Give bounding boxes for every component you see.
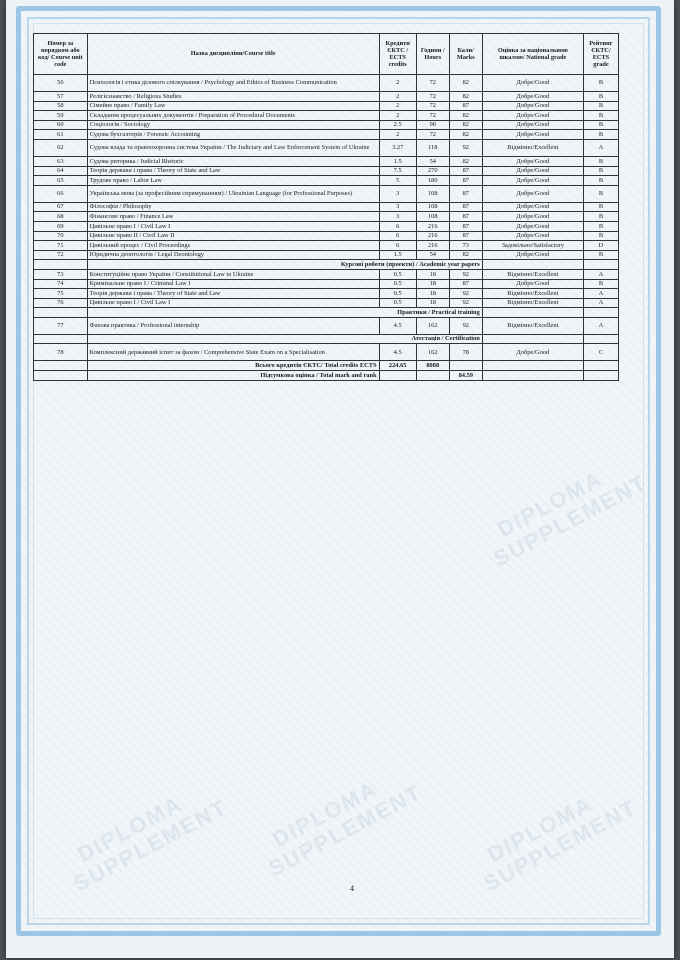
course-credits: 2.5 xyxy=(379,120,416,130)
course-ects-grade: A xyxy=(583,298,618,308)
course-national-grade: Добре/Good xyxy=(482,156,583,166)
course-hours: 72 xyxy=(416,111,449,121)
course-credits: 3 xyxy=(379,202,416,212)
course-marks: 87 xyxy=(449,101,482,111)
grades-table xyxy=(33,33,619,381)
course-title: Сімейне право / Family Law xyxy=(87,101,379,111)
course-code: 64 xyxy=(34,166,88,176)
watermark: DIPLOMA SUPPLEMENT xyxy=(479,790,642,897)
course-code: 72 xyxy=(34,250,88,260)
course-marks: 87 xyxy=(449,202,482,212)
course-credits: 4.5 xyxy=(379,317,416,334)
course-row xyxy=(34,344,619,361)
course-ects-grade: A xyxy=(583,289,618,299)
total-credits-row xyxy=(34,361,619,371)
course-ects-grade: D xyxy=(583,241,618,251)
course-national-grade: Добре/Good xyxy=(482,212,583,222)
course-ects-grade: A xyxy=(583,317,618,334)
course-hours: 162 xyxy=(416,317,449,334)
course-row xyxy=(34,221,619,231)
course-national-grade: Відмінно/Excellent xyxy=(482,269,583,279)
course-national-grade: Відмінно/Excellent xyxy=(482,139,583,156)
course-code: 69 xyxy=(34,221,88,231)
course-hours: 216 xyxy=(416,221,449,231)
course-marks: 82 xyxy=(449,156,482,166)
course-credits: 0.5 xyxy=(379,298,416,308)
course-row xyxy=(34,101,619,111)
course-ects-grade: B xyxy=(583,92,618,102)
header-marks: Бали/ Marks xyxy=(449,34,482,75)
section-row xyxy=(34,260,619,270)
course-row xyxy=(34,185,619,202)
course-credits: 6 xyxy=(379,231,416,241)
course-code: 71 xyxy=(34,241,88,251)
course-code: 61 xyxy=(34,130,88,140)
course-hours: 216 xyxy=(416,241,449,251)
course-row xyxy=(34,120,619,130)
course-title: Цивільне право I / Civil Law I xyxy=(87,298,379,308)
course-credits: 2 xyxy=(379,130,416,140)
course-title: Кримінальне право I / Criminal Law I xyxy=(87,279,379,289)
course-code: 74 xyxy=(34,279,88,289)
course-credits: 2 xyxy=(379,75,416,92)
course-national-grade: Добре/Good xyxy=(482,111,583,121)
course-marks: 87 xyxy=(449,212,482,222)
total-mark-row xyxy=(34,371,619,381)
page-number: 4 xyxy=(350,884,354,893)
course-title: Юридична деонтологія / Legal Deontology xyxy=(87,250,379,260)
course-marks: 87 xyxy=(449,185,482,202)
course-row xyxy=(34,289,619,299)
course-national-grade: Добре/Good xyxy=(482,250,583,260)
course-code: 70 xyxy=(34,231,88,241)
total-mark-value: 84.59 xyxy=(449,371,482,381)
course-row xyxy=(34,279,619,289)
course-code: 56 xyxy=(34,75,88,92)
course-ects-grade: B xyxy=(583,111,618,121)
course-code: 77 xyxy=(34,317,88,334)
course-hours: 180 xyxy=(416,176,449,186)
course-national-grade: Добре/Good xyxy=(482,92,583,102)
course-code: 65 xyxy=(34,176,88,186)
course-national-grade: Відмінно/Excellent xyxy=(482,298,583,308)
course-credits: 6 xyxy=(379,221,416,231)
course-credits: 5 xyxy=(379,176,416,186)
course-credits: 2 xyxy=(379,101,416,111)
course-marks: 73 xyxy=(449,241,482,251)
header-hours: Години / Hours xyxy=(416,34,449,75)
course-marks: 92 xyxy=(449,289,482,299)
course-code: 66 xyxy=(34,185,88,202)
course-title: Соціологія / Sociology xyxy=(87,120,379,130)
course-marks: 87 xyxy=(449,221,482,231)
course-title: Українська мова (за професійним спрямуванням) / Ukrainian Language (for Professional Purposes) xyxy=(87,185,379,202)
course-row xyxy=(34,92,619,102)
course-row xyxy=(34,111,619,121)
course-ects-grade: B xyxy=(583,279,618,289)
course-marks: 92 xyxy=(449,317,482,334)
course-ects-grade: A xyxy=(583,139,618,156)
course-marks: 87 xyxy=(449,231,482,241)
course-national-grade: Добре/Good xyxy=(482,202,583,212)
course-marks: 82 xyxy=(449,111,482,121)
course-national-grade: Добре/Good xyxy=(482,279,583,289)
course-hours: 72 xyxy=(416,130,449,140)
total-credits-value: 224.65 xyxy=(379,361,416,371)
section-title: Практики / Practical training xyxy=(87,308,482,318)
course-code: 63 xyxy=(34,156,88,166)
course-hours: 108 xyxy=(416,185,449,202)
course-national-grade: Добре/Good xyxy=(482,176,583,186)
course-marks: 82 xyxy=(449,92,482,102)
course-national-grade: Добре/Good xyxy=(482,120,583,130)
course-ects-grade: B xyxy=(583,185,618,202)
course-national-grade: Добре/Good xyxy=(482,185,583,202)
course-code: 58 xyxy=(34,101,88,111)
course-ects-grade: B xyxy=(583,120,618,130)
total-credits-label: Всього кредитів ЄКТС/ Total credits ECTS xyxy=(87,361,379,371)
course-row xyxy=(34,139,619,156)
course-national-grade: Відмінно/Excellent xyxy=(482,317,583,334)
course-marks: 92 xyxy=(449,298,482,308)
course-code: 78 xyxy=(34,344,88,361)
course-row xyxy=(34,241,619,251)
course-code: 67 xyxy=(34,202,88,212)
course-hours: 18 xyxy=(416,279,449,289)
course-row xyxy=(34,176,619,186)
course-row xyxy=(34,75,619,92)
course-hours: 72 xyxy=(416,75,449,92)
course-ects-grade: B xyxy=(583,231,618,241)
course-row xyxy=(34,156,619,166)
course-marks: 87 xyxy=(449,176,482,186)
course-title: Теорія держави і права / Theory of State and Law xyxy=(87,289,379,299)
course-title: Конституційне право України / Constitutional Law in Ukraine xyxy=(87,269,379,279)
course-hours: 18 xyxy=(416,289,449,299)
course-marks: 92 xyxy=(449,269,482,279)
section-row xyxy=(34,308,619,318)
course-title: Комплексний державний іспит за фахом / Comprehensive State Exam on a Specialisation xyxy=(87,344,379,361)
course-title: Судова влада та правоохоронна система України / The Judiciary and Law Enforcement System of Ukraine xyxy=(87,139,379,156)
course-row xyxy=(34,298,619,308)
course-title: Фахова практика / Professional internship xyxy=(87,317,379,334)
course-ects-grade: B xyxy=(583,156,618,166)
course-credits: 0.5 xyxy=(379,279,416,289)
course-code: 57 xyxy=(34,92,88,102)
course-code: 73 xyxy=(34,269,88,279)
course-hours: 18 xyxy=(416,269,449,279)
course-credits: 4.5 xyxy=(379,344,416,361)
course-hours: 54 xyxy=(416,250,449,260)
watermark: DIPLOMA SUPPLEMENT xyxy=(69,790,232,897)
course-ects-grade: B xyxy=(583,202,618,212)
course-row xyxy=(34,130,619,140)
course-hours: 108 xyxy=(416,212,449,222)
total-mark-label: Підсумкова оцінка / Total mark and rank xyxy=(87,371,379,381)
course-credits: 0.5 xyxy=(379,289,416,299)
course-credits: 2 xyxy=(379,92,416,102)
course-title: Судова риторика / Judicial Rhetoric xyxy=(87,156,379,166)
document-sheet xyxy=(6,0,674,958)
course-row xyxy=(34,202,619,212)
course-code: 76 xyxy=(34,298,88,308)
course-title: Цивільний процес / Civil Proceedings xyxy=(87,241,379,251)
course-row xyxy=(34,212,619,222)
header-unit-code: Номер за порядком або код/ Course unit code xyxy=(34,34,88,75)
course-national-grade: Добре/Good xyxy=(482,166,583,176)
course-national-grade: Добре/Good xyxy=(482,344,583,361)
course-title: Цивільне право II / Civil Law II xyxy=(87,231,379,241)
course-ects-grade: B xyxy=(583,212,618,222)
course-national-grade: Відмінно/Excellent xyxy=(482,289,583,299)
course-marks: 87 xyxy=(449,166,482,176)
table-header xyxy=(34,34,619,75)
course-hours: 162 xyxy=(416,344,449,361)
course-title: Фінансове право / Finance Law xyxy=(87,212,379,222)
course-ects-grade: B xyxy=(583,75,618,92)
course-credits: 0.5 xyxy=(379,269,416,279)
course-ects-grade: B xyxy=(583,101,618,111)
course-title: Судова бухгалтерія / Forensic Accounting xyxy=(87,130,379,140)
course-ects-grade: B xyxy=(583,166,618,176)
course-national-grade: Добре/Good xyxy=(482,101,583,111)
course-hours: 270 xyxy=(416,166,449,176)
course-hours: 72 xyxy=(416,92,449,102)
course-ects-grade: A xyxy=(583,269,618,279)
course-marks: 82 xyxy=(449,75,482,92)
course-hours: 18 xyxy=(416,298,449,308)
header-national-grade: Оцінка за національною шкалою/ National grade xyxy=(482,34,583,75)
course-credits: 3 xyxy=(379,185,416,202)
course-ects-grade: B xyxy=(583,176,618,186)
course-credits: 6 xyxy=(379,241,416,251)
course-national-grade: Добре/Good xyxy=(482,231,583,241)
course-ects-grade: B xyxy=(583,250,618,260)
course-marks: 87 xyxy=(449,279,482,289)
course-national-grade: Добре/Good xyxy=(482,75,583,92)
course-marks: 78 xyxy=(449,344,482,361)
course-ects-grade: B xyxy=(583,130,618,140)
course-code: 60 xyxy=(34,120,88,130)
course-credits: 3 xyxy=(379,212,416,222)
section-title: Атестація / Certification xyxy=(87,334,482,344)
course-title: Психологія і етика ділового спілкування / Psychology and Ethics of Business Communication xyxy=(87,75,379,92)
course-national-grade: Задовільно/Satisfactory xyxy=(482,241,583,251)
header-course-title: Назва дисципліни/Course title xyxy=(87,34,379,75)
course-hours: 72 xyxy=(416,101,449,111)
course-hours: 118 xyxy=(416,139,449,156)
course-code: 68 xyxy=(34,212,88,222)
course-title: Релігієзнавство / Religious Studies xyxy=(87,92,379,102)
course-hours: 216 xyxy=(416,231,449,241)
course-credits: 1.5 xyxy=(379,250,416,260)
course-marks: 82 xyxy=(449,250,482,260)
course-hours: 90 xyxy=(416,120,449,130)
course-credits: 3.27 xyxy=(379,139,416,156)
course-row xyxy=(34,250,619,260)
course-marks: 82 xyxy=(449,120,482,130)
course-credits: 7.5 xyxy=(379,166,416,176)
course-national-grade: Добре/Good xyxy=(482,221,583,231)
course-marks: 92 xyxy=(449,139,482,156)
course-code: 75 xyxy=(34,289,88,299)
course-row xyxy=(34,231,619,241)
total-hours-value: 8088 xyxy=(416,361,449,371)
section-title: Курсові роботи (проекти) / Academic year papers xyxy=(87,260,482,270)
course-title: Філософія / Philosophy xyxy=(87,202,379,212)
course-title: Складання процесуальних документів / Preparation of Procedural Documents xyxy=(87,111,379,121)
course-title: Трудове право / Labor Law xyxy=(87,176,379,186)
course-ects-grade: B xyxy=(583,221,618,231)
watermark: DIPLOMA SUPPLEMENT xyxy=(489,465,652,572)
course-title: Теорія держави і права / Theory of State and Law xyxy=(87,166,379,176)
course-code: 62 xyxy=(34,139,88,156)
watermark: DIPLOMA SUPPLEMENT xyxy=(264,775,427,882)
course-hours: 108 xyxy=(416,202,449,212)
course-marks: 82 xyxy=(449,130,482,140)
course-national-grade: Добре/Good xyxy=(482,130,583,140)
course-code: 59 xyxy=(34,111,88,121)
header-ects-grade: Рейтинг ЄКТС/ ECTS grade xyxy=(583,34,618,75)
course-title: Цивільне право I / Civil Law I xyxy=(87,221,379,231)
section-row xyxy=(34,334,619,344)
course-ects-grade: C xyxy=(583,344,618,361)
grades-body xyxy=(34,75,619,361)
course-hours: 54 xyxy=(416,156,449,166)
course-credits: 2 xyxy=(379,111,416,121)
course-row xyxy=(34,269,619,279)
course-row xyxy=(34,166,619,176)
course-credits: 1.5 xyxy=(379,156,416,166)
header-credits: Кредити ЄКТС / ECTS credits xyxy=(379,34,416,75)
course-row xyxy=(34,317,619,334)
